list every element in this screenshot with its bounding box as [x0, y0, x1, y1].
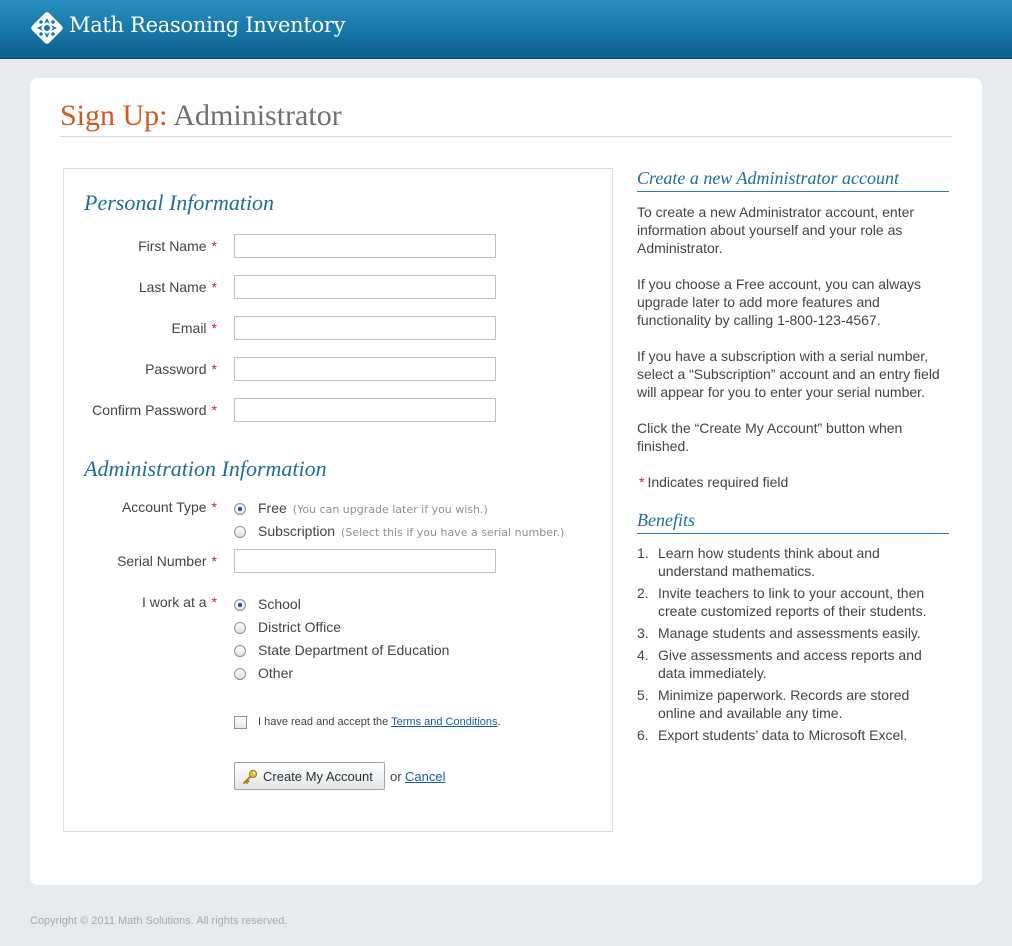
required-field-note: * Indicates required field: [639, 474, 789, 490]
or-text: or: [390, 769, 402, 784]
serial-number-label: Serial Number *: [117, 553, 217, 569]
account-type-free-radio[interactable]: [234, 503, 246, 515]
main-card: [30, 78, 982, 885]
account-type-free-hint: (You can upgrade later if you wish.): [292, 503, 488, 516]
required-asterisk: *: [211, 499, 217, 515]
create-button-paragraph: Click the “Create My Account” button when finished.: [637, 420, 903, 454]
last-name-input[interactable]: [234, 275, 496, 299]
subscription-paragraph: If you have a subscription with a serial number, select a “Subscription” account and an entry field will appear for you to enter your serial number.: [637, 348, 940, 400]
terms-and-conditions-link[interactable]: Terms and Conditions: [391, 716, 498, 728]
create-account-heading: Create a new Administrator account: [637, 168, 949, 192]
email-input[interactable]: [234, 316, 496, 340]
required-asterisk: *: [211, 238, 217, 254]
required-asterisk: *: [211, 553, 217, 569]
personal-information-heading: Personal Information: [84, 190, 275, 215]
work-other-radio[interactable]: [234, 668, 246, 680]
account-type-free-label[interactable]: Free (You can upgrade later if you wish.): [258, 500, 488, 516]
work-school-radio[interactable]: [234, 599, 246, 611]
required-asterisk: *: [211, 361, 217, 377]
administration-information-heading: Administration Information: [84, 456, 327, 481]
account-type-subscription-label[interactable]: Subscription (Select this if you have a serial number.): [258, 523, 565, 539]
app-name: Math Reasoning Inventory: [69, 13, 346, 37]
work-district-office-label[interactable]: District Office: [258, 619, 341, 635]
work-state-department-radio[interactable]: [234, 645, 246, 657]
required-asterisk: *: [211, 402, 217, 418]
copyright-footer: Copyright © 2011 Math Solutions. All rights reserved.: [30, 915, 288, 927]
terms-label: I have read and accept the Terms and Conditions.: [258, 716, 501, 728]
benefit-item: 3. Manage students and assessments easily.: [637, 625, 921, 641]
key-icon: [242, 769, 258, 785]
page-title-role: Administrator: [173, 99, 342, 132]
first-name-label: First Name *: [138, 238, 217, 254]
confirm-password-input[interactable]: [234, 398, 496, 422]
work-state-department-label[interactable]: State Department of Education: [258, 642, 450, 658]
free-account-paragraph: If you choose a Free account, you can always upgrade later to add more features and functionality by calling 1-800-123-4567.: [637, 276, 922, 328]
intro-paragraph: To create a new Administrator account, enter information about yourself and your role as Administrator.: [637, 204, 915, 256]
benefits-heading: Benefits: [637, 510, 949, 534]
email-label: Email *: [171, 320, 217, 336]
benefit-item: 2. Invite teachers to link to your account, then create customized reports of their students.: [637, 585, 927, 619]
benefit-item: 1. Learn how students think about and understand mathematics.: [637, 545, 880, 579]
serial-number-input[interactable]: [234, 549, 496, 573]
benefit-item: 6. Export students’ data to Microsoft Excel.: [637, 727, 908, 743]
page-title: [60, 99, 342, 133]
work-at-label: I work at a *: [141, 594, 217, 610]
create-my-account-button[interactable]: [234, 762, 385, 790]
password-label: Password *: [145, 361, 217, 377]
benefits-list: [637, 544, 949, 748]
required-asterisk: *: [211, 279, 217, 295]
required-asterisk: *: [639, 474, 645, 490]
account-type-subscription-hint: (Select this if you have a serial number.): [341, 526, 565, 539]
last-name-label: Last Name *: [138, 279, 217, 295]
work-district-office-radio[interactable]: [234, 622, 246, 634]
password-input[interactable]: [234, 357, 496, 381]
snowflake-logo-icon: [29, 10, 65, 46]
terms-checkbox[interactable]: [234, 716, 247, 729]
cancel-link[interactable]: Cancel: [405, 769, 446, 784]
required-asterisk: *: [211, 320, 217, 336]
work-other-label[interactable]: Other: [258, 665, 294, 681]
create-my-account-label: Create My Account: [263, 768, 373, 784]
work-school-label[interactable]: School: [258, 596, 301, 612]
top-header-bar: [0, 0, 1012, 59]
page-title-highlight: Sign Up:: [60, 99, 168, 132]
signup-form: [63, 168, 613, 832]
benefit-item: 5. Minimize paperwork. Records are stored online and available any time.: [637, 687, 910, 721]
first-name-input[interactable]: [234, 234, 496, 258]
account-type-label: Account Type *: [121, 499, 217, 515]
required-asterisk: *: [211, 594, 217, 610]
title-divider: [60, 136, 952, 137]
account-type-subscription-radio[interactable]: [234, 526, 246, 538]
confirm-password-label: Confirm Password *: [92, 402, 217, 418]
benefit-item: 4. Give assessments and access reports and data immediately.: [637, 647, 922, 681]
